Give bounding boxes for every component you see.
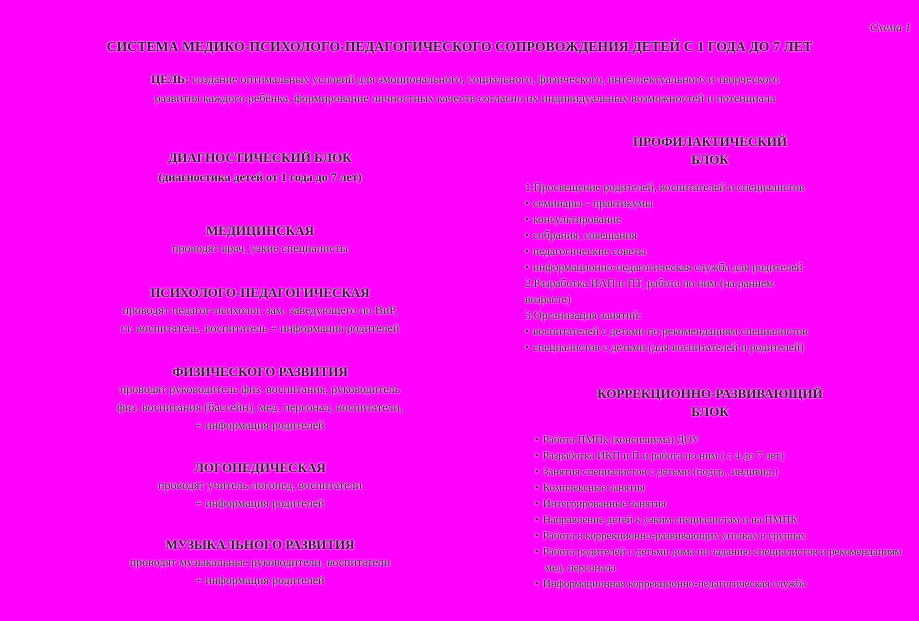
correction-title-line1: КОРРЕКЦИОННО-РАЗВИВАЮЩИЙ (597, 386, 823, 401)
section-line: + информация родителей (195, 496, 325, 510)
section-line: + информация родителей (195, 418, 325, 432)
section-title: МУЗЫКАЛЬНОГО РАЗВИТИЯ (165, 537, 355, 552)
list-item: • Комплексные занятия (535, 480, 905, 496)
list-item: • Занятия специалистов с детьми (подгр., индивид.) (535, 464, 905, 480)
list-item: • Работа родителей с детьми дома по заданию специалистов и рекомендациям мед. персонала (535, 544, 905, 576)
diagnostic-subtitle: (диагностика детей от 1 года до 7 лет) (158, 170, 362, 184)
list-item: • специалистов с детьми (для воспитателей и родителей) (525, 340, 885, 356)
goal-text-line1: создание оптимальных условий для эмоционального, социального, физического, интеллектуального и творческого (189, 72, 780, 86)
list-item: • воспитателей с детьми по рекомендациям специалистов (525, 324, 885, 340)
list-item: 2.Разработка ИАП и ПТ, работа по ним (на раннем (525, 278, 774, 290)
list-item: • Разработка ИКП и П и работа по ним ( с 4 до 7 лет) (535, 448, 905, 464)
section-title: ФИЗИЧЕСКОГО РАЗВИТИЯ (172, 364, 348, 379)
section-line: проводят врач, узкие специалисты (172, 241, 348, 255)
music-section (40, 537, 480, 589)
goal-text-line2: развития каждого ребёнка, формирование личностных качеств согласно их индивидуальных возможностей и потенциала (154, 91, 776, 105)
section-line: физ. воспитания (бассейн), мед. персонал, воспитатели, (117, 400, 403, 414)
diagnostic-heading: ДИАГНОСТИЧЕСКИЙ БЛОК (168, 150, 352, 165)
preventive-block-title (500, 133, 919, 169)
list-item: • Работа в коррекционно-развивающих уголках в группах (535, 528, 905, 544)
preventive-title-line2: БЛОК (691, 152, 729, 167)
section-line: ст. воспитатель, воспитатель + информация родителей (120, 321, 400, 335)
section-title: МЕДИЦИНСКАЯ (206, 223, 314, 238)
list-item: возрасте) (525, 294, 571, 306)
list-item: • информационно-педагогическая служба для родителей (525, 260, 885, 276)
speech-section (40, 460, 480, 512)
scheme-number: Схема 1 (869, 20, 911, 34)
list-item: • Интегрированные занятия (535, 496, 905, 512)
list-item: • педагогические советы (525, 244, 885, 260)
list-item: • консультирование (525, 212, 885, 228)
correction-title-line2: БЛОК (691, 404, 729, 419)
list-item: 3.Организация занятий: (525, 310, 642, 322)
list-item: • собрания, совещания (525, 228, 885, 244)
list-item: • Информационная коррекционно-педагогическая служба (535, 576, 905, 592)
section-line: + информация родителей (195, 573, 325, 587)
section-line: проводят руководитель физ. воспитания, руководитель (119, 382, 401, 396)
page-title: СИСТЕМА МЕДИКО-ПСИХОЛОГО-ПЕДАГОГИЧЕСКОГО СОПРОВОЖДЕНИЯ ДЕТЕЙ С 1 ГОДА ДО 7 ЛЕТ (106, 39, 813, 54)
diagnostic-block-title (40, 150, 480, 185)
physical-section (40, 364, 480, 434)
preventive-list (525, 180, 885, 356)
medical-section (40, 223, 480, 257)
preventive-title-line1: ПРОФИЛАКТИЧЕСКИЙ (632, 134, 788, 149)
list-item: 1.Просвещение родителей, воспитателей и специалистов (525, 182, 805, 194)
psych-ped-section (40, 285, 480, 337)
correction-block-title (500, 385, 919, 421)
section-title: ЛОГОПЕДИЧЕСКАЯ (194, 460, 326, 475)
section-line: проводят музыкальные руководители, воспитатели (129, 555, 391, 569)
goal-label: ЦЕЛЬ: (150, 72, 189, 86)
list-item: • Направление детей к узким специалистам и на ПМПК (535, 512, 905, 528)
section-title: ПСИХОЛОГО-ПЕДАГОГИЧЕСКАЯ (150, 285, 370, 300)
section-line: проводят учитель-логопед, воспитатели (158, 478, 362, 492)
list-item: • Работа ПМПк (консилиума) ДОУ (535, 432, 905, 448)
list-item: • семинары – практикумы (525, 196, 885, 212)
goal-statement (30, 70, 900, 108)
correction-list (535, 432, 905, 592)
section-line: проводят педагог-психолог, зам. заведующего по ВиР, (122, 303, 398, 317)
